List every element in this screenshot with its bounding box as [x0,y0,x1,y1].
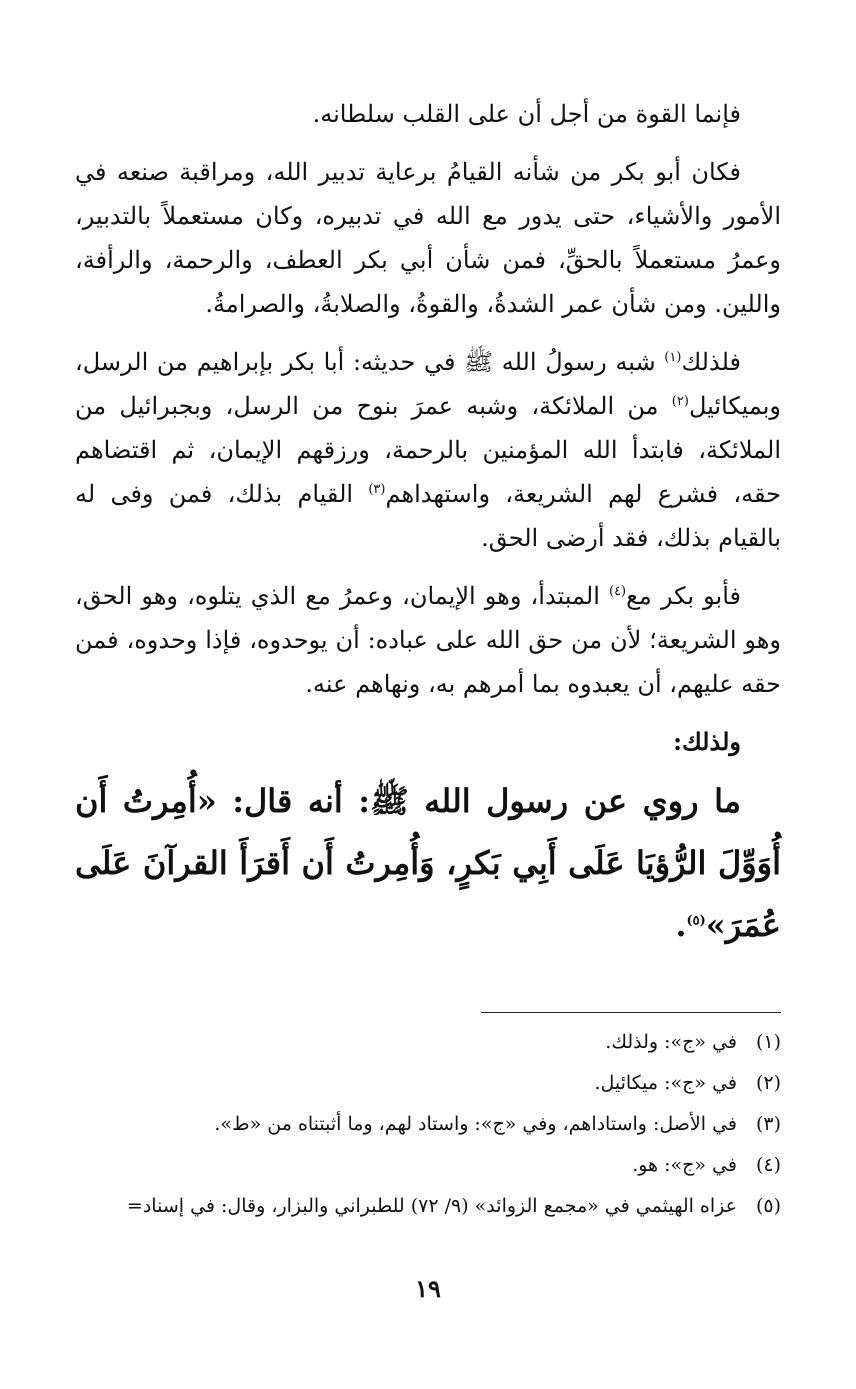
footnote-ref-2[interactable]: (٢) [671,394,689,409]
footnote-text: عزاه الهيثمي في «مجمع الزوائد» (٩/ ٧٢) للطبراني والبزار، وقال: في إسناد= [126,1195,737,1217]
footnote-number: (٥) [755,1195,781,1217]
paragraph-1: فإنما القوة من أجل أن على القلب سلطانه. [312,100,741,128]
footnote-text: في «ج»: ولذلك. [605,1031,737,1053]
footnote-2 [75,1063,781,1104]
paragraph-3-part-c: من الملائكة، وشبه عمرَ بنوح من الرسل، وبجبرائيل من الملائكة، فابتدأ الله المؤمنين بالرحمة، ورزقهم الإيمان، ثم اقتضاهم حقه، فشرع لهم الشريعة، واستهداهم [75,392,782,508]
footnote-ref-4[interactable]: (٤) [608,584,627,599]
paragraph-4-part-b: المبتدأ، وهو الإيمان، وعمرُ مع الذي يتلوه، وهو الحق، وهو الشريعة؛ لأن من حق الله على عباده: أن يوحدوه، فإذا وحدوه، فمن حقه عليهم، أن يعبدوه بما أمرهم به، ونهاهم عنه. [75,582,781,698]
paragraph-4 [75,574,781,706]
footnote-1 [75,1022,781,1063]
page-number: ١٩ [415,1274,441,1303]
paragraph-2: فكان أبو بكر من شأنه القيامُ برعاية تدبير الله، ومراقبة صنعه في الأمور والأشياء، حتى يدور مع الله في تدبيره، وكان مستعملاً بالتدبير، وعمرُ مستعملاً بالحقِّ، فمن شأن أبي بكر العطف، والرحمة، والرأفة، واللين. ومن شأن عمر الشدةُ، والقوةُ، والصلابةُ، والصرامةُ. [75,158,781,318]
footnote-number: (٢) [755,1072,781,1094]
paragraph-4-part-a: فأبو بكر مع [626,582,741,610]
footnotes [75,1022,781,1227]
footnote-divider [481,1012,781,1013]
footnote-number: (٤) [755,1154,781,1176]
hadith-text: ما روي عن رسول الله ﷺ: أنه قال: «أُمِرتُ أَن أُوَوِّلَ الرُّؤيَا عَلَى أَبِي بَكرٍ، وَأُمِرتُ أَن أَقرَأَ القرآنَ عَلَى عُمَرَ» [75,782,782,944]
footnote-ref-3[interactable]: (٣) [368,482,386,497]
footnote-number: (٣) [755,1113,781,1135]
hadith-quote [75,770,781,956]
footnote-ref-1[interactable]: (١) [664,350,682,365]
hadith-end: . [675,906,687,944]
footnote-ref-5[interactable]: (٥) [686,913,706,929]
paragraph-3 [75,340,781,560]
footnote-text: في الأصل: واستاداهم، وفي «ج»: واستاد لهم، وما أثبتناه من «ط». [214,1113,737,1135]
main-text [75,92,781,956]
footnote-text: في «ج»: ميكائيل. [594,1072,737,1094]
section-heading: ولذلك: [673,727,741,756]
footnote-text: في «ج»: هو. [632,1154,737,1176]
footnote-3 [75,1104,781,1145]
footnote-5 [75,1186,781,1227]
paragraph-3-part-d: القيام بذلك، فمن وفى له بالقيام بذلك، فقد أرضى الحق. [75,480,781,552]
footnote-number: (١) [755,1031,781,1053]
paragraph-3-part-a: فلذلك [681,348,741,376]
paragraph-3-part-b: شبه رسولُ الله ﷺ في حديثه: أبا بكر بإبراهيم من الرسل، وبميكائيل [75,348,781,420]
footnote-4 [75,1145,781,1186]
